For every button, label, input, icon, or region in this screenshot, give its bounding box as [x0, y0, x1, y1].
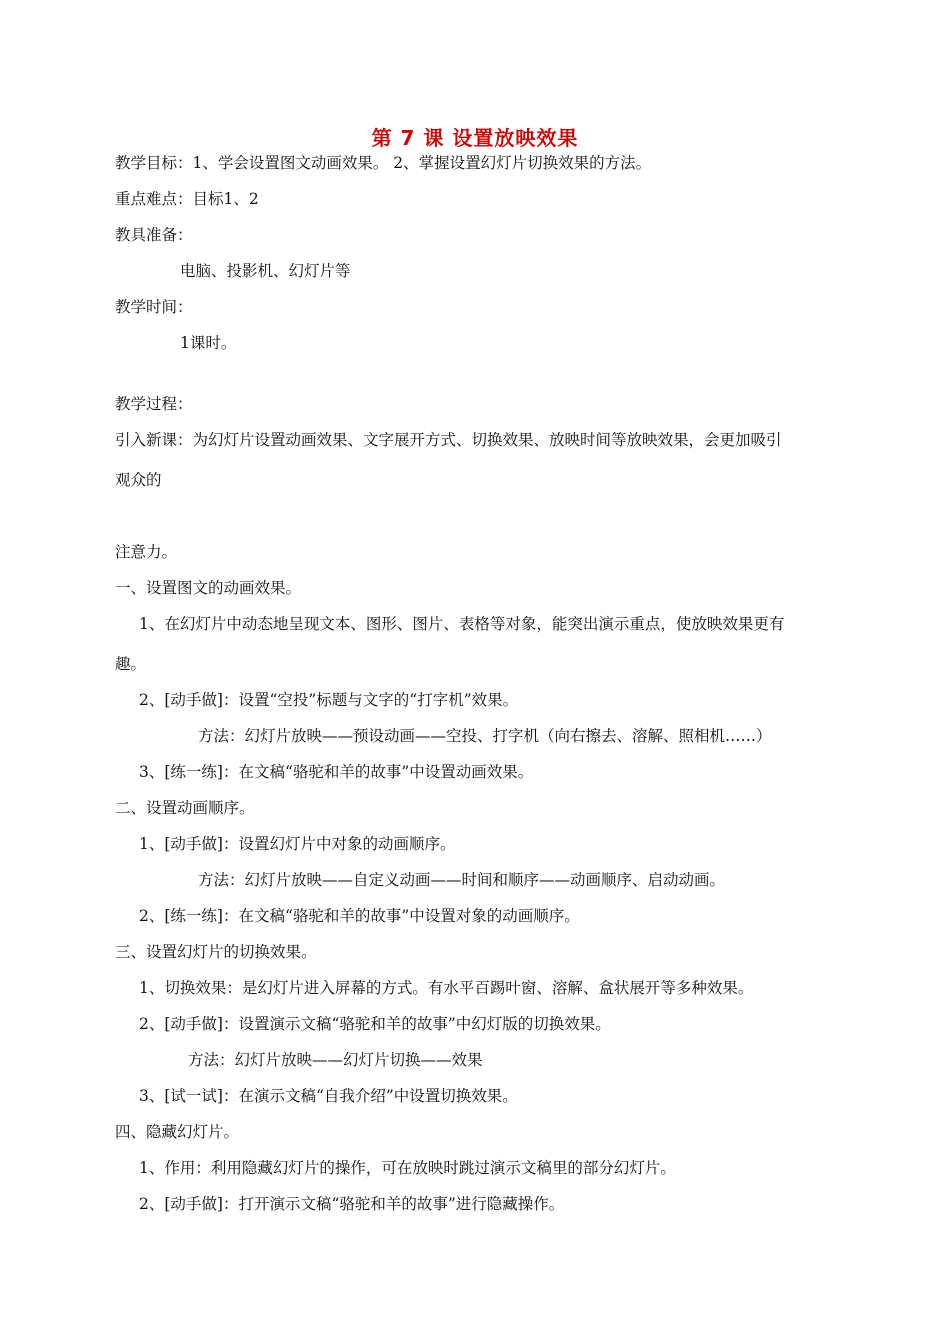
section-1-heading: 一、设置图文的动画效果。 [115, 579, 302, 597]
intro-line-1: 引入新课：为幻灯片设置动画效果、文字展开方式、切换效果、放映时间等放映效果，会更加吸引 [115, 431, 782, 449]
section-1-item-3: 3、[练一练]：在文稿“骆驼和羊的故事”中设置动画效果。 [139, 763, 534, 781]
section-4-item-1: 1、作用：利用隐藏幻灯片的操作，可在放映时跳过演示文稿里的部分幻灯片。 [139, 1159, 676, 1177]
section-3-item-1: 1、切换效果：是幻灯片进入屏幕的方式。有水平百踢叶窗、溶解、盒状展开等多种效果。 [139, 979, 754, 997]
objectives: 教学目标：1、学会设置图文动画效果。 2、掌握设置幻灯片切换效果的方法。 [115, 154, 652, 172]
process-label: 教学过程： [115, 395, 193, 413]
section-1-item-2-method: 方法：幻灯片放映——预设动画——空投、打字机（向右擦去、溶解、照相机……） [198, 727, 772, 745]
section-4-heading: 四、隐藏幻灯片。 [115, 1123, 240, 1141]
section-1-item-1-line-2: 趣。 [115, 655, 147, 673]
section-2-heading: 二、设置动画顺序。 [115, 799, 255, 817]
key-points: 重点难点：目标1、2 [115, 190, 259, 208]
section-3-item-3: 3、[试一试]：在演示文稿“自我介绍”中设置切换效果。 [139, 1087, 518, 1105]
section-3-item-2-method: 方法：幻灯片放映——幻灯片切换——效果 [188, 1051, 483, 1069]
equipment-label: 教具准备： [115, 226, 193, 244]
equipment-text: 电脑、投影机、幻灯片等 [180, 262, 351, 280]
section-2-item-2: 2、[练一练]：在文稿“骆驼和羊的故事”中设置对象的动画顺序。 [139, 907, 580, 925]
section-1-item-1-line-1: 1、在幻灯片中动态地呈现文本、图形、图片、表格等对象，能突出演示重点，使放映效果更有 [139, 615, 785, 633]
time-text: 1课时。 [180, 334, 237, 352]
section-3-heading: 三、设置幻灯片的切换效果。 [115, 943, 317, 961]
section-1-item-2: 2、[动手做]：设置“空投”标题与文字的“打字机”效果。 [139, 691, 519, 709]
section-2-item-1: 1、[动手做]：设置幻灯片中对象的动画顺序。 [139, 835, 456, 853]
section-3-item-2: 2、[动手做]：设置演示文稿“骆驼和羊的故事”中幻灯版的切换效果。 [139, 1015, 611, 1033]
time-label: 教学时间： [115, 298, 193, 316]
intro-line-2: 观众的 [115, 471, 162, 489]
section-4-item-2: 2、[动手做]：打开演示文稿“骆驼和羊的故事”进行隐藏操作。 [139, 1195, 565, 1213]
section-2-item-1-method: 方法：幻灯片放映——自定义动画——时间和顺序——动画顺序、启动动画。 [198, 871, 726, 889]
intro-line-3: 注意力。 [115, 543, 178, 561]
page-title: 第 7 课 设置放映效果 [371, 126, 579, 150]
